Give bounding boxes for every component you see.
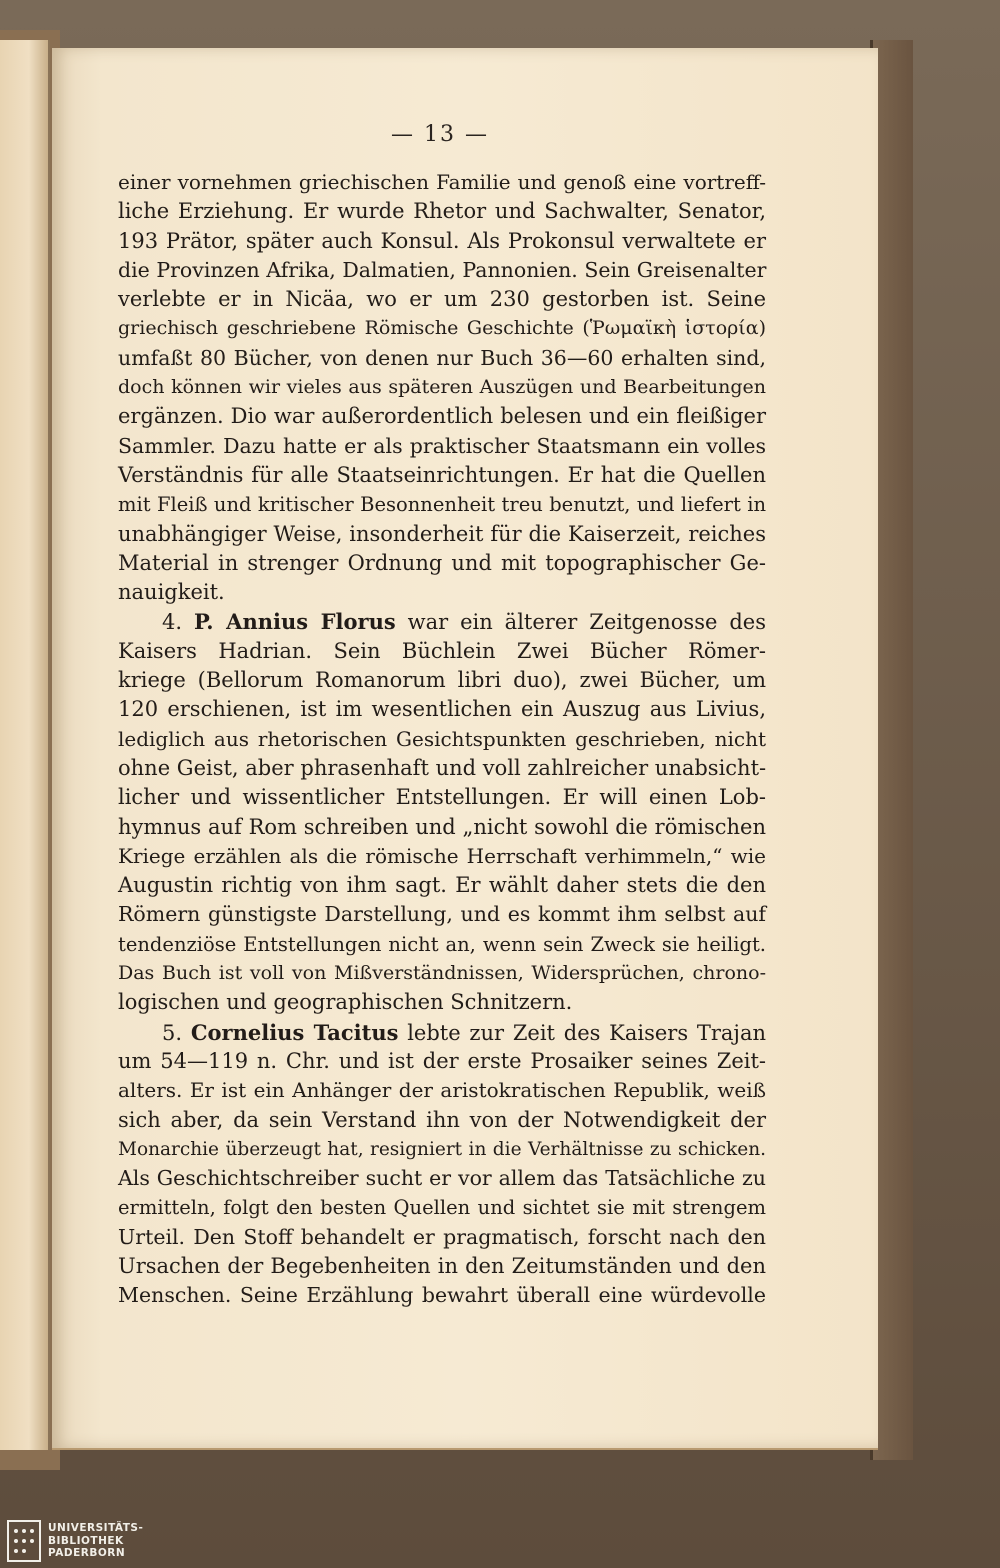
- text-line: [118, 666, 766, 695]
- line-text: Römern günstigste Darstellung, und es kommt ihm selbst auf: [118, 902, 766, 927]
- text-line: [118, 959, 766, 988]
- library-watermark: [0, 1514, 200, 1568]
- watermark-line-2: BIBLIOTHEK: [48, 1534, 124, 1547]
- line-text: die Provinzen Afrika, Dalmatien, Pannonien. Sein Greisenalter: [118, 257, 767, 282]
- line-text: logischen und geographischen Schnitzern.: [118, 990, 573, 1015]
- line-text: ermitteln, folgt den besten Quellen und sichtet sie mit strengem: [118, 1196, 766, 1220]
- text-line: [118, 168, 766, 197]
- text-line: [118, 373, 766, 402]
- text-line: [118, 695, 766, 724]
- line-text: 193 Prätor, später auch Konsul. Als Prokonsul verwaltete er: [118, 228, 766, 253]
- text-line: [118, 1076, 766, 1105]
- line-text: Das Buch ist voll von Mißverständnissen, Widersprüchen, chrono-: [118, 962, 766, 985]
- line-text: tendenziöse Entstellungen nicht an, wenn sein Zweck sie heiligt.: [118, 932, 766, 956]
- line-text: griechisch geschriebene Römische Geschichte (Ῥωμαϊκὴ ἱστορία): [118, 317, 766, 340]
- text-line: [118, 520, 766, 549]
- text-line: [118, 1135, 766, 1164]
- line-text: Kaisers Hadrian. Sein Büchlein Zwei Bücher Römer-: [118, 638, 766, 663]
- text-line: [118, 314, 766, 343]
- author-name: P. Annius Florus: [193, 609, 396, 635]
- line-text: Verständnis für alle Staatseinrichtungen. Er hat die Quellen: [118, 462, 766, 487]
- line-text: war ein älterer Zeitgenosse des: [395, 610, 766, 635]
- text-line: [118, 900, 766, 929]
- line-text: um 54—119 n. Chr. und ist der erste Prosaiker seines Zeit-: [118, 1048, 766, 1073]
- page-number: — 13 —: [391, 122, 489, 147]
- line-text: sich aber, da sein Verstand ihn von der Notwendigkeit der: [118, 1107, 766, 1132]
- text-line: [118, 783, 766, 812]
- text-line: [118, 461, 766, 490]
- text-line: [118, 813, 766, 842]
- text-line: [118, 490, 766, 519]
- section-number: 5.: [162, 1020, 191, 1045]
- text-line: [118, 754, 766, 783]
- text-line: [118, 549, 766, 578]
- text-line: [118, 1281, 766, 1310]
- text-line: [118, 725, 766, 754]
- text-line: [118, 637, 766, 666]
- line-text: Sammler. Dazu hatte er als praktischer Staatsmann ein volles: [118, 433, 766, 458]
- line-text: einer vornehmen griechischen Familie und genoß eine vortreff-: [118, 170, 766, 194]
- line-text: Als Geschichtschreiber sucht er vor allem das Tatsächliche zu: [118, 1166, 766, 1191]
- line-text: verlebte er in Nicäa, wo er um 230 gestorben ist. Seine: [118, 287, 766, 312]
- line-text: Kriege erzählen als die römische Herrschaft verhimmeln,“ wie: [118, 843, 766, 868]
- text-line: [118, 930, 766, 959]
- text-line: [118, 1164, 766, 1193]
- line-text: 120 erschienen, ist im wesentlichen ein Auszug aus Livius,: [118, 697, 766, 722]
- line-text: Monarchie überzeugt hat, resigniert in die Verhältnisse zu schicken.: [118, 1138, 766, 1160]
- text-line: [118, 1047, 766, 1076]
- line-text: liche Erziehung. Er wurde Rhetor und Sachwalter, Senator,: [118, 199, 766, 224]
- line-text: Augustin richtig von ihm sagt. Er wählt daher stets die den: [118, 873, 766, 898]
- line-text: mit Fleiß und kritischer Besonnenheit treu benutzt, und liefert in: [118, 493, 766, 517]
- line-text: hymnus auf Rom schreiben und „nicht sowohl die römischen: [118, 814, 766, 839]
- text-line: [118, 578, 766, 607]
- section-number: 4.: [162, 610, 194, 635]
- text-line: [118, 607, 766, 636]
- line-text: umfaßt 80 Bücher, von denen nur Buch 36—60 erhalten sind,: [118, 345, 766, 370]
- line-text: lebte zur Zeit des Kaisers Trajan: [398, 1020, 766, 1045]
- text-line: [118, 432, 766, 461]
- watermark-line-1: UNIVERSITÄTS-: [48, 1522, 144, 1535]
- author-name: Cornelius Tacitus: [190, 1019, 399, 1045]
- text-line: [118, 871, 766, 900]
- line-text: ohne Geist, aber phrasenhaft und voll zahlreicher unabsicht-: [118, 755, 767, 780]
- text-line: [118, 1018, 766, 1047]
- page-text: [118, 168, 766, 1311]
- line-text: nauigkeit.: [118, 580, 225, 605]
- text-line: [118, 1106, 766, 1135]
- watermark-line-3: PADERBORN: [48, 1547, 126, 1560]
- text-line: [118, 197, 766, 226]
- text-line: [118, 256, 766, 285]
- text-line: [118, 227, 766, 256]
- line-text: Menschen. Seine Erzählung bewahrt überall eine würdevolle: [118, 1283, 766, 1308]
- line-text: ergänzen. Dio war außerordentlich belesen und ein fleißiger: [118, 404, 766, 429]
- left-page-edge: [0, 40, 50, 1450]
- line-text: doch können wir vieles aus späteren Auszügen und Bearbeitungen: [118, 376, 766, 399]
- text-line: [118, 842, 766, 871]
- line-text: Ursachen der Begebenheiten in den Zeitumständen und den: [118, 1253, 766, 1278]
- text-line: [118, 988, 766, 1017]
- line-text: alters. Er ist ein Anhänger der aristokratischen Republik, weiß: [118, 1078, 766, 1103]
- text-line: [118, 402, 766, 431]
- text-line: [118, 1252, 766, 1281]
- library-logo-icon: [6, 1519, 42, 1563]
- text-line: [118, 285, 766, 314]
- line-text: Material in strenger Ordnung und mit topographischer Ge-: [118, 550, 766, 575]
- line-text: lediglich aus rhetorischen Gesichtspunkten geschrieben, nicht: [118, 726, 766, 751]
- line-text: unabhängiger Weise, insonderheit für die Kaiserzeit, reiches: [118, 521, 766, 546]
- text-line: [118, 1193, 766, 1222]
- text-line: [118, 344, 766, 373]
- line-text: kriege (Bellorum Romanorum libri duo), zwei Bücher, um: [118, 668, 766, 693]
- text-line: [118, 1223, 766, 1252]
- line-text: licher und wissentlicher Entstellungen. Er will einen Lob-: [118, 785, 766, 810]
- line-text: Urteil. Den Stoff behandelt er pragmatisch, forscht nach den: [118, 1224, 766, 1249]
